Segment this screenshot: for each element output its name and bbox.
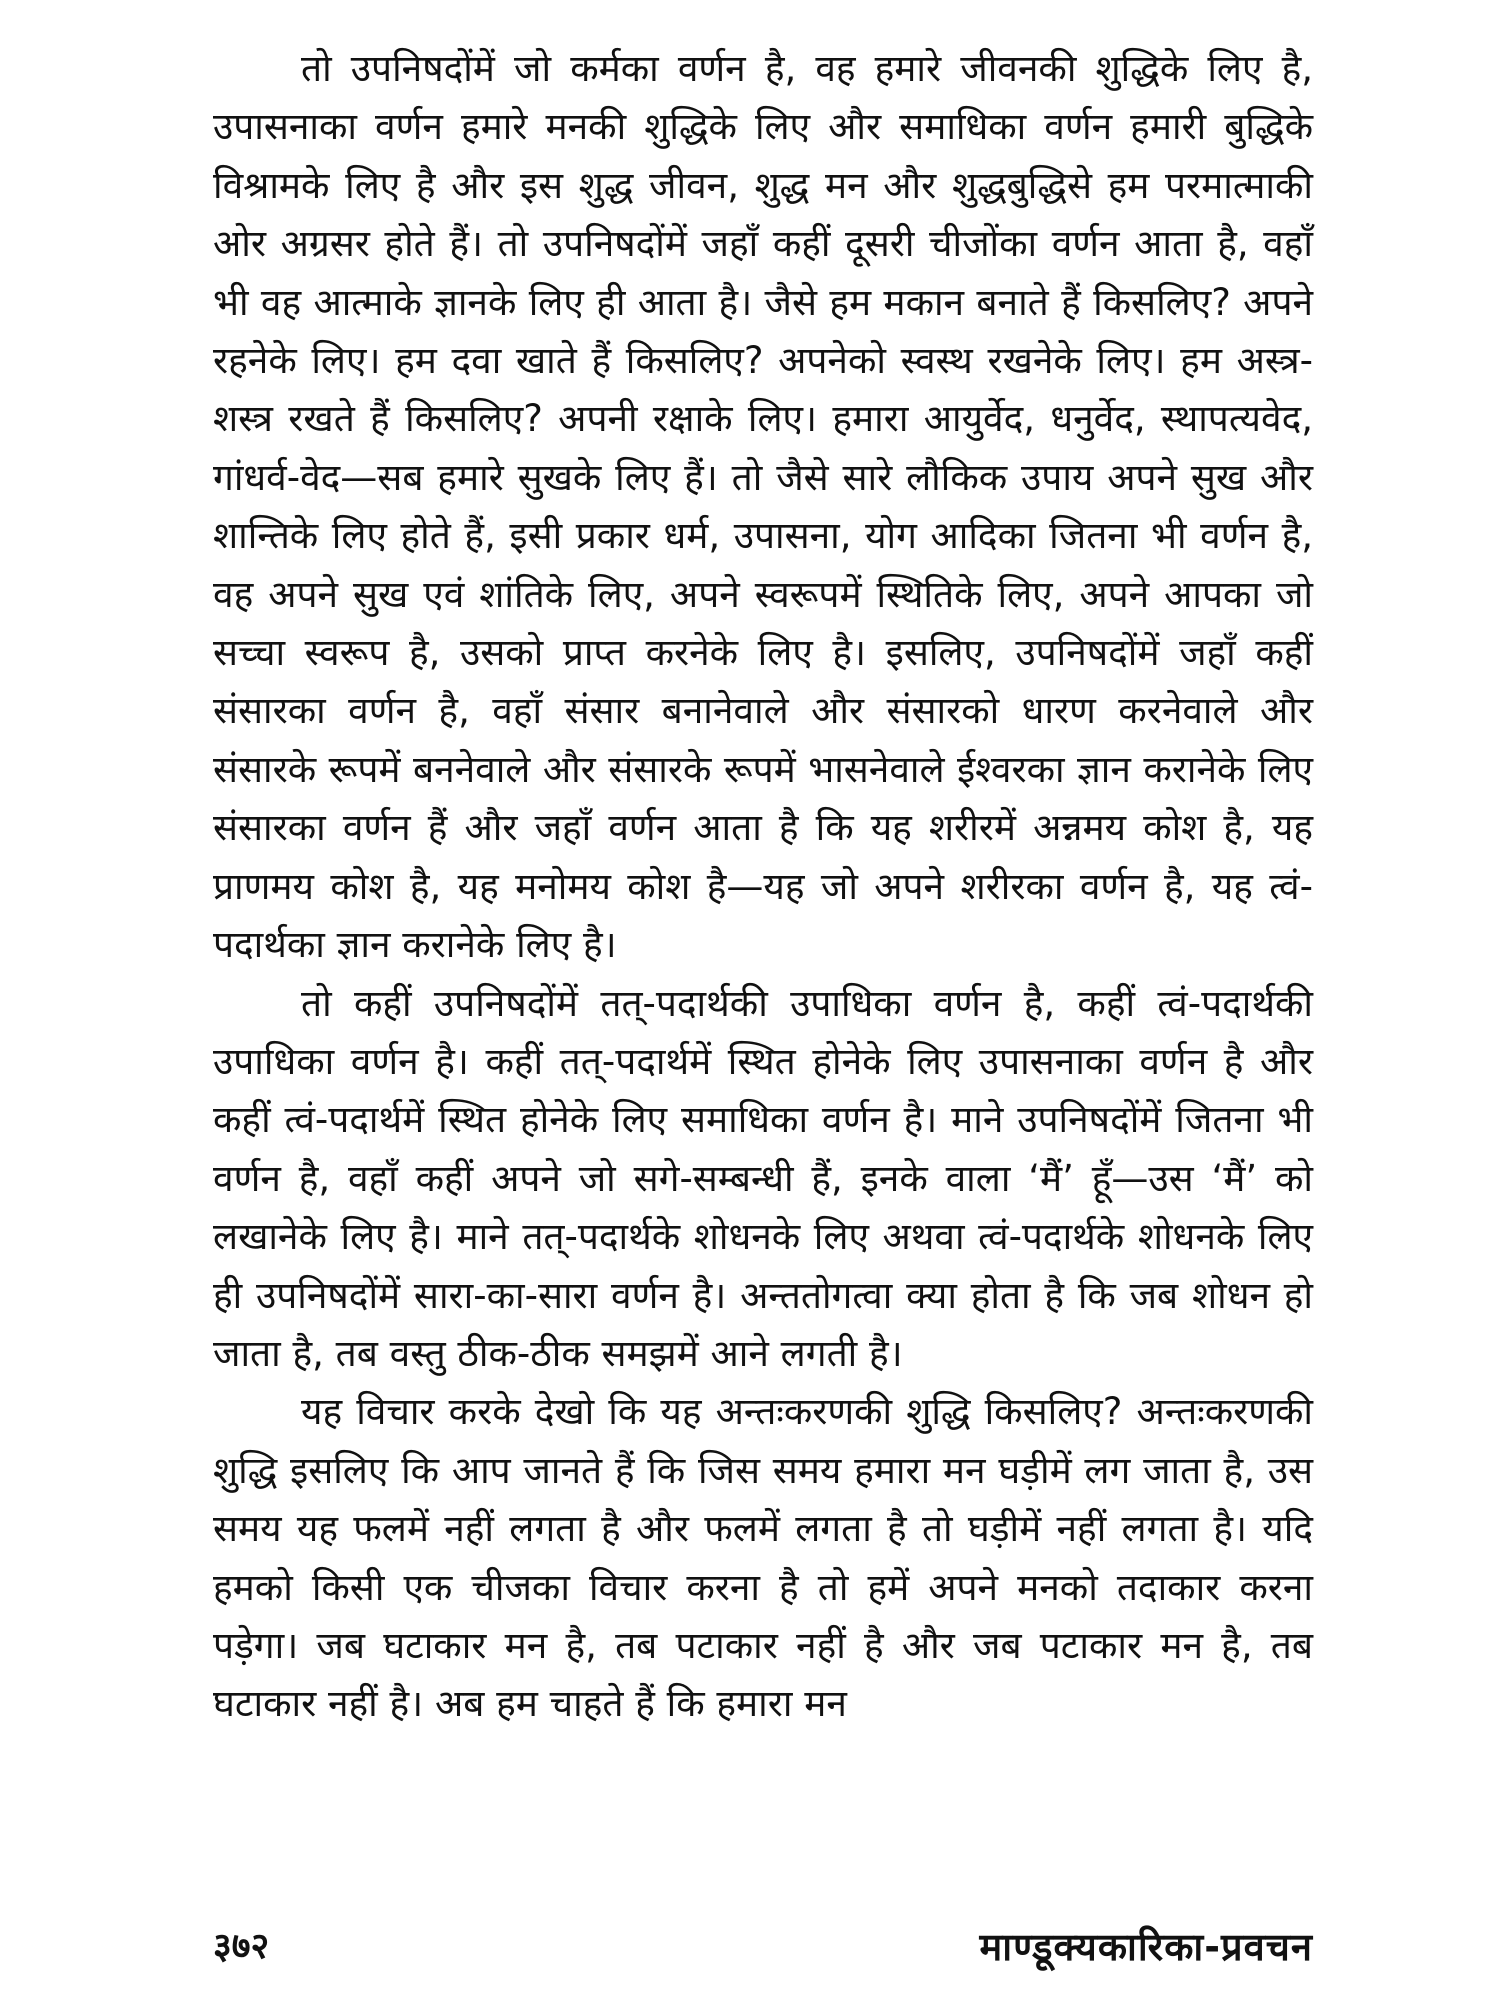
page-footer (213, 1920, 1313, 1980)
paragraph-3: यह विचार करके देखो कि यह अन्तःकरणकी शुद्धि किसलिए? अन्तःकरणकी शुद्धि इसलिए कि आप जानते हैं कि जिस समय हमारा मन घड़ीमें लग जाता है, उस समय यह फलमें नहीं लगता है और फलमें लगता है तो घड़ीमें नहीं लगता है। यदि हमको किसी एक चीजका विचार करना है तो हमें अपने मनको तदाकार करना पड़ेगा। जब घटाकार मन है, तब पटाकार नहीं है और जब पटाकार मन है, तब घटाकार नहीं है। अब हम चाहते हैं कि हमारा मन (213, 1390, 1313, 1726)
body-text (213, 40, 1313, 1734)
book-title: माण्डूक्यकारिका-प्रवचन (979, 1925, 1313, 1969)
paragraph-2: तो कहीं उपनिषदोंमें तत्-पदार्थकी उपाधिका वर्णन है, कहीं त्वं-पदार्थकी उपाधिका वर्णन है। कहीं तत्-पदार्थमें स्थित होनेके लिए उपासनाका वर्णन है और कहीं त्वं-पदार्थमें स्थित होनेके लिए समाधिका वर्णन है। माने उपनिषदोंमें जितना भी वर्णन है, वहाँ कहीं अपने जो सगे-सम्बन्धी हैं, इनके वाला ‘मैं’ हूँ—उस ‘मैं’ को लखानेके लिए है। माने तत्-पदार्थके शोधनके लिए अथवा त्वं-पदार्थके शोधनके लिए ही उपनिषदोंमें सारा-का-सारा वर्णन है। अन्ततोगत्वा क्या होता है कि जब शोधन हो जाता है, तब वस्तु ठीक-ठीक समझमें आने लगती है। (213, 981, 1313, 1375)
page-number: ३७२ (213, 1926, 270, 1967)
paragraph-1: तो उपनिषदोंमें जो कर्मका वर्णन है, वह हमारे जीवनकी शुद्धिके लिए है, उपासनाका वर्णन हमारे मनकी शुद्धिके लिए और समाधिका वर्णन हमारी बुद्धिके विश्रामके लिए है और इस शुद्ध जीवन, शुद्ध मन और शुद्धबुद्धिसे हम परमात्माकी ओर अग्रसर होते हैं। तो उपनिषदोंमें जहाँ कहीं दूसरी चीजोंका वर्णन आता है, वहाँ भी वह आत्माके ज्ञानके लिए ही आता है। जैसे हम मकान बनाते हैं किसलिए? अपने रहनेके लिए। हम दवा खाते हैं किसलिए? अपनेको स्वस्थ रखनेके लिए। हम अस्त्र-शस्त्र रखते हैं किसलिए? अपनी रक्षाके लिए। हमारा आयुर्वेद, धनुर्वेद, स्थापत्यवेद, गांधर्व-वेद—सब हमारे सुखके लिए हैं। तो जैसे सारे लौकिक उपाय अपने सुख और शान्तिके लिए होते हैं, इसी प्रकार धर्म, उपासना, योग आदिका जितना भी वर्णन है, वह अपने सुख एवं शांतिके लिए, अपने स्वरूपमें स्थितिके लिए, अपने आपका जो सच्चा स्वरूप है, उसको प्राप्त करनेके लिए है। इसलिए, उपनिषदोंमें जहाँ कहीं संसारका वर्णन है, वहाँ संसार बनानेवाले और संसारको धारण करनेवाले और संसारके रूपमें बननेवाले और संसारके रूपमें भासनेवाले ईश्वरका ज्ञान करानेके लिए संसारका वर्णन हैं और जहाँ वर्णन आता है कि यह शरीरमें अन्नमय कोश है, यह प्राणमय कोश है, यह मनोमय कोश है—यह जो अपने शरीरका वर्णन है, यह त्वं-पदार्थका ज्ञान करानेके लिए है। (213, 47, 1313, 967)
